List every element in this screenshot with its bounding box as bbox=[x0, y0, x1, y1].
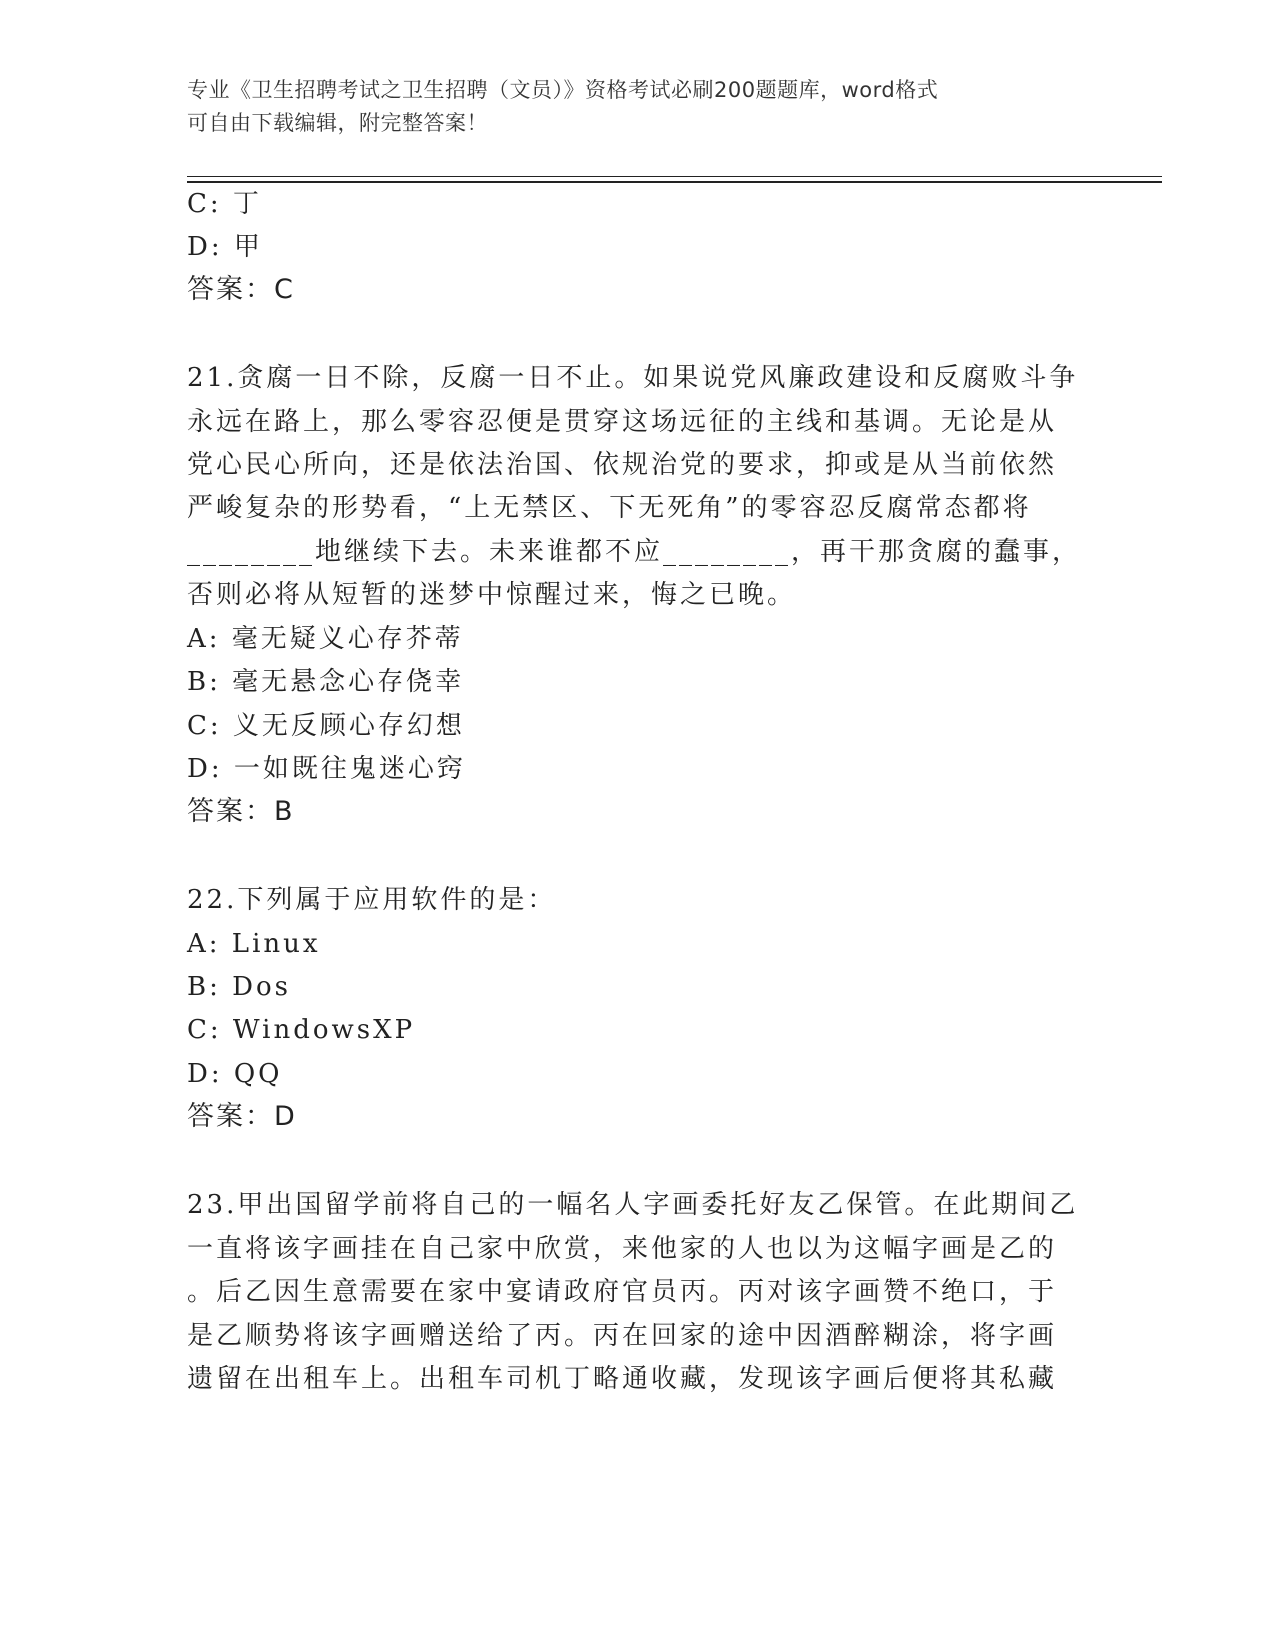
q22-option-b: B: Dos bbox=[187, 972, 291, 1002]
q22-option-c: C: WindowsXP bbox=[187, 1015, 416, 1045]
q22-text-line: 22.下列属于应用软件的是： bbox=[187, 885, 557, 915]
q21-text-line: 21.贪腐一日不除，反腐一日不止。如果说党风廉政建设和反腐败斗争 bbox=[187, 363, 1079, 393]
header-line-1: 专业《卫生招聘考试之卫生招聘（文员）》资格考试必刷200题题库，word格式 bbox=[187, 78, 939, 102]
q22-option-d: D: QQ bbox=[187, 1059, 283, 1089]
q21-answer: 答案：B bbox=[187, 796, 295, 827]
q21-text-line: 否则必将从短暂的迷梦中惊醒过来，悔之已晚。 bbox=[187, 580, 797, 610]
document-header bbox=[187, 74, 1067, 140]
q23-text-line: 23.甲出国留学前将自己的一幅名人字画委托好友乙保管。在此期间乙 bbox=[187, 1190, 1079, 1220]
q21-option-d: D: 一如既往鬼迷心窍 bbox=[187, 754, 466, 784]
q22-answer: 答案：D bbox=[187, 1101, 297, 1132]
q21-text-line: 严峻复杂的形势看，“上无禁区、下无死角”的零容忍反腐常态都将 bbox=[187, 493, 1032, 523]
q21-text-line: 永远在路上，那么零容忍便是贯穿这场远征的主线和基调。无论是从 bbox=[187, 407, 1058, 437]
q23-text-line: 一直将该字画挂在自己家中欣赏，来他家的人也以为这幅字画是乙的 bbox=[187, 1234, 1058, 1264]
header-divider-thick bbox=[187, 181, 1162, 183]
header-line-2: 可自由下载编辑，附完整答案！ bbox=[187, 111, 488, 135]
q23-text-line: 。后乙因生意需要在家中宴请政府官员丙。丙对该字画赞不绝口，于 bbox=[187, 1277, 1058, 1307]
q21-text-line: ________地继续下去。未来谁都不应________，再干那贪腐的蠢事， bbox=[187, 537, 1082, 567]
q21-option-a: A: 毫无疑义心存芥蒂 bbox=[187, 624, 464, 654]
q21-option-b: B: 毫无悬念心存侥幸 bbox=[187, 667, 465, 697]
q21-text-line: 党心民心所向，还是依法治国、依规治党的要求，抑或是从当前依然 bbox=[187, 450, 1058, 480]
q22-option-a: A: Linux bbox=[187, 929, 321, 959]
header-divider bbox=[187, 176, 1162, 177]
q20-option-c: C: 丁 bbox=[187, 189, 262, 219]
q20-answer: 答案：C bbox=[187, 274, 295, 305]
q21-option-c: C: 义无反顾心存幻想 bbox=[187, 711, 465, 741]
q20-option-d: D: 甲 bbox=[187, 232, 263, 262]
q23-text-line: 是乙顺势将该字画赠送给了丙。丙在回家的途中因酒醉糊涂，将字画 bbox=[187, 1321, 1058, 1351]
q23-text-line: 遗留在出租车上。出租车司机丁略通收藏，发现该字画后便将其私藏 bbox=[187, 1364, 1058, 1394]
